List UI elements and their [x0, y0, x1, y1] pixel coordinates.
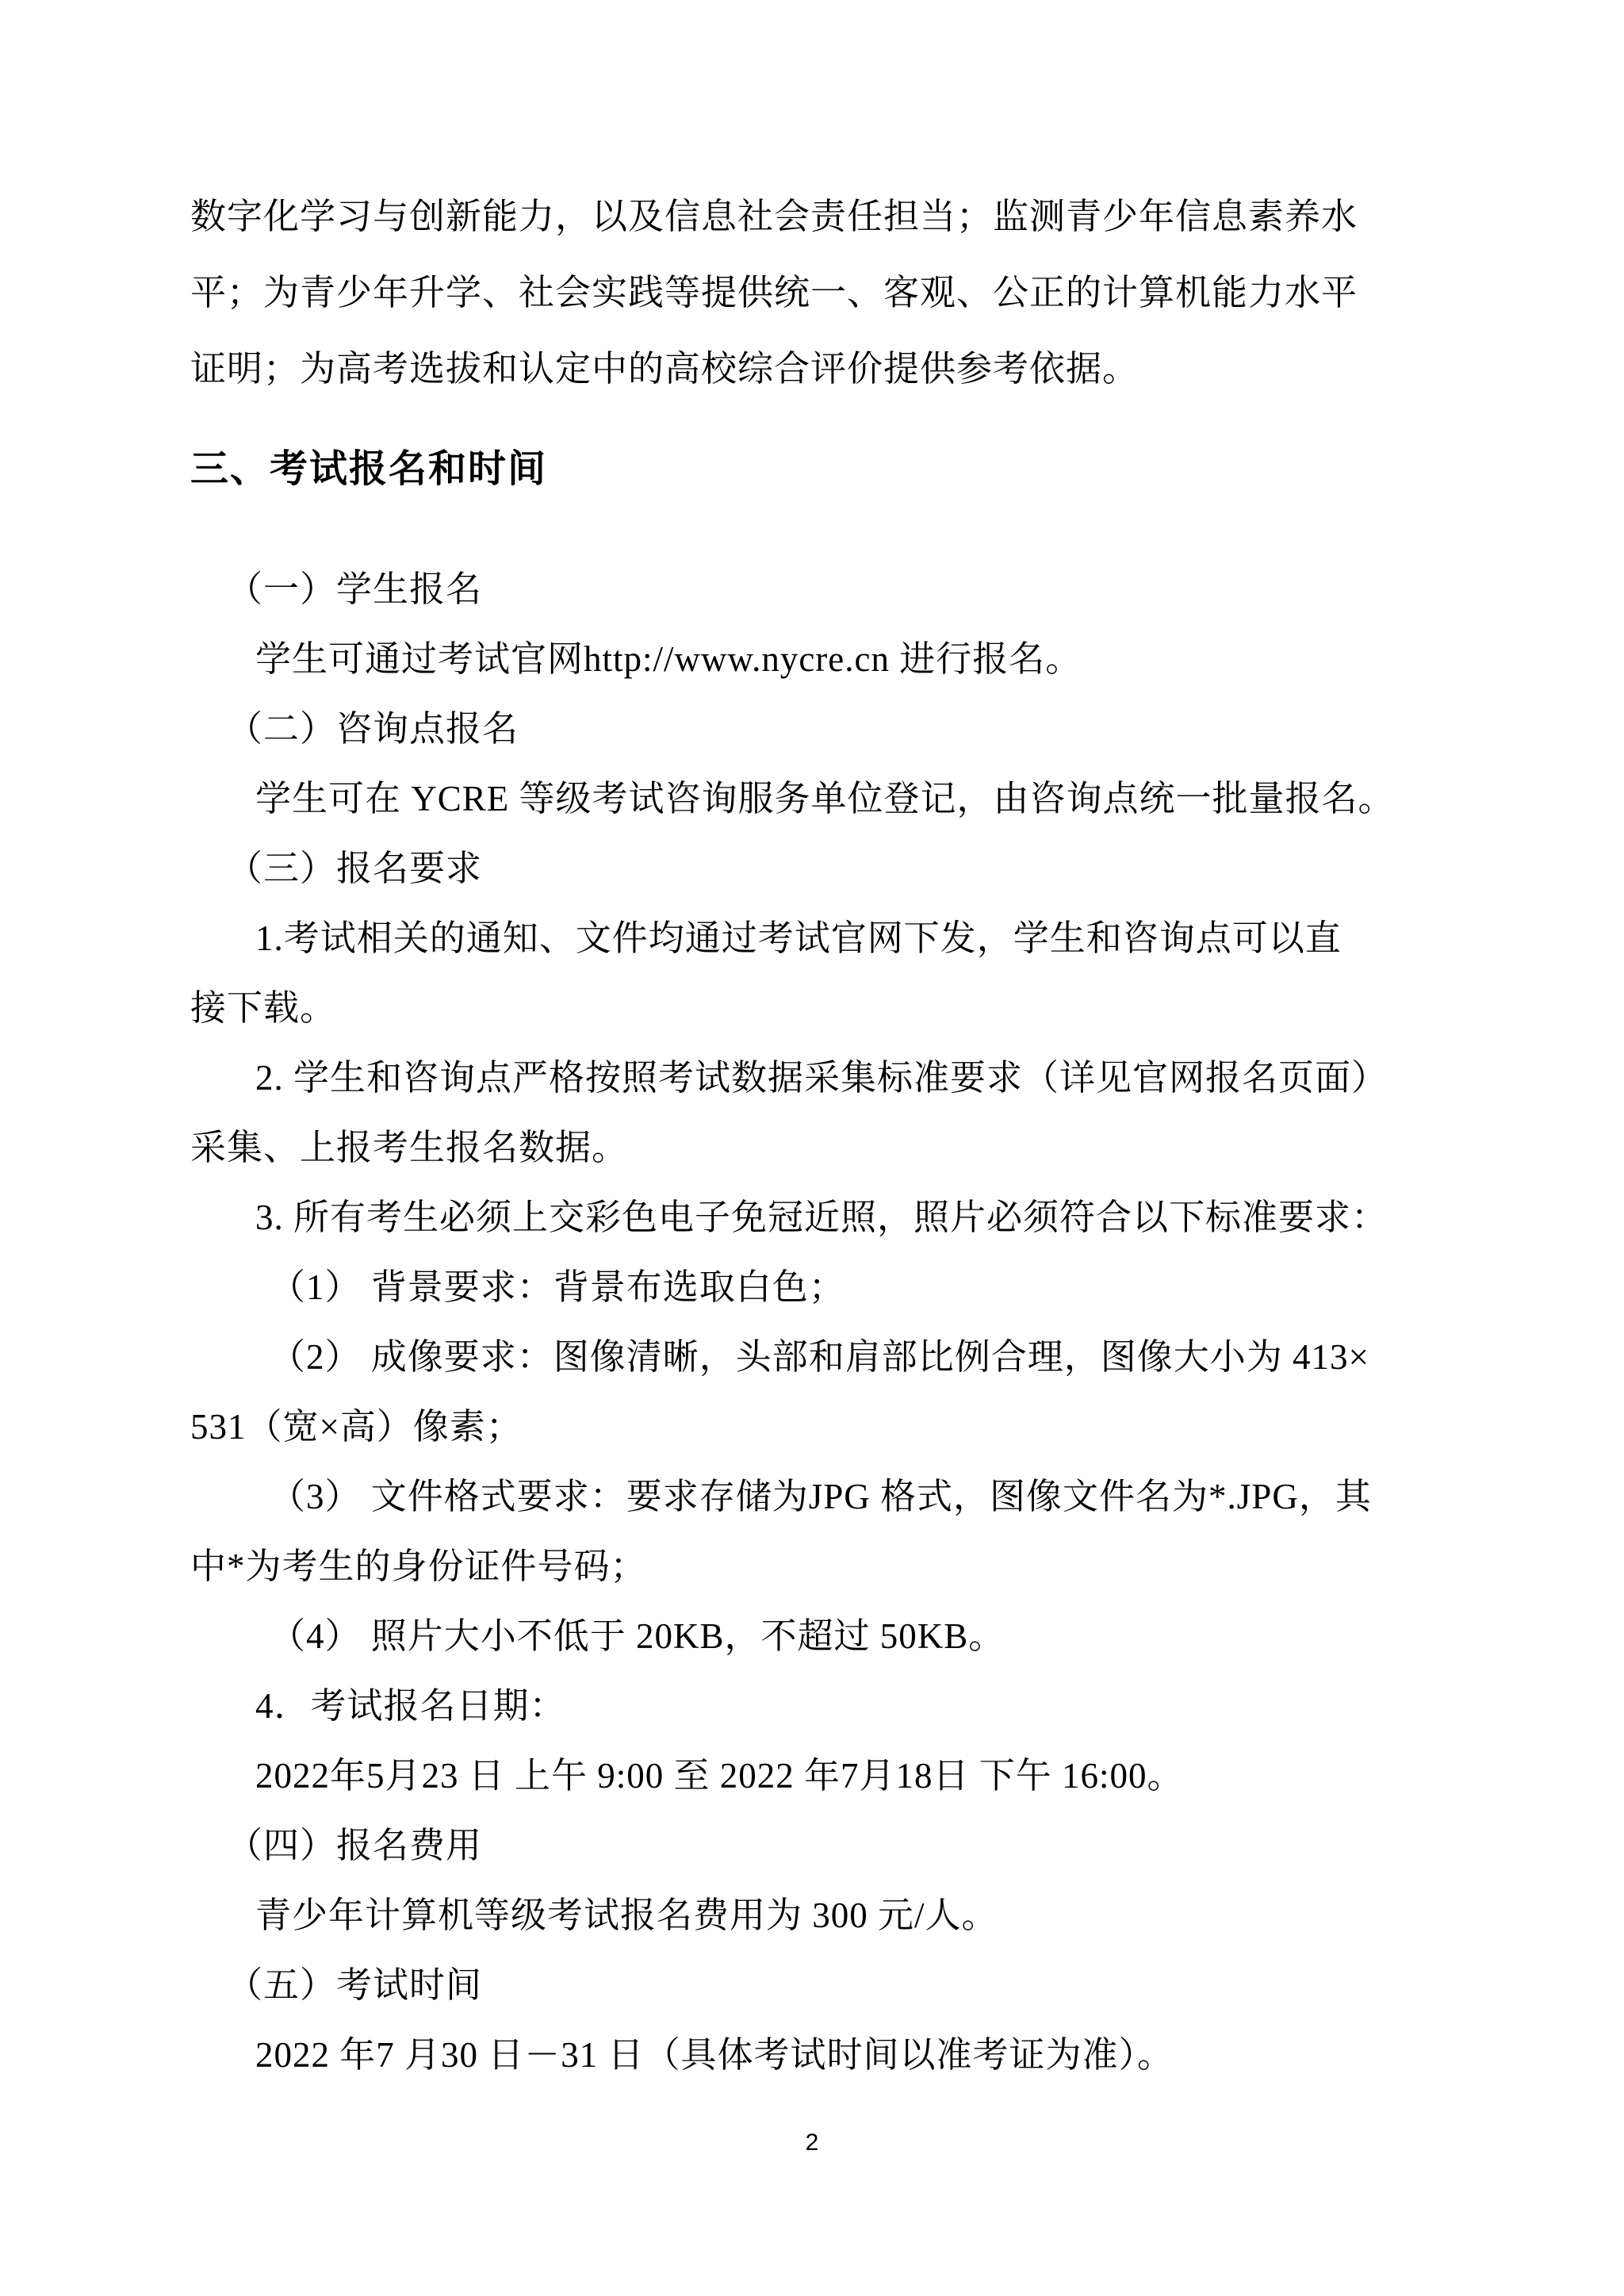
- text-line: 1.考试相关的通知、文件均通过考试官网下发，学生和咨询点可以直: [255, 918, 1342, 958]
- document-content: [190, 178, 1432, 2090]
- text-line: （3） 文件格式要求：要求存储为JPG 格式，图像文件名为*.JPG，其: [270, 1477, 1372, 1516]
- text-line: （1） 背景要求：背景布选取白色；: [270, 1267, 845, 1307]
- text-line: （2） 成像要求：图像清晰，头部和肩部比例合理，图像大小为 413×: [270, 1337, 1369, 1377]
- text-line: 采集、上报考生报名数据。: [190, 1128, 629, 1167]
- text-line: 数字化学习与创新能力，以及信息社会责任担当；监测青少年信息素养水: [190, 197, 1358, 236]
- text-line: 531（宽×高）像素；: [190, 1407, 523, 1447]
- body-paragraphs: [190, 554, 1432, 2090]
- text-line: 中*为考生的身份证件号码；: [190, 1547, 647, 1586]
- text-line: 证明；为高考选拔和认定中的高校综合评价提供参考依据。: [190, 349, 1139, 389]
- text-line: 3. 所有考生必须上交彩色电子免冠近照，照片必须符合以下标准要求：: [255, 1198, 1388, 1237]
- text-line: 接下载。: [190, 988, 337, 1028]
- section-heading: 三、考试报名和时间: [190, 447, 548, 491]
- text-line: 2. 学生和咨询点严格按照考试数据采集标准要求（详见官网报名页面）: [255, 1058, 1388, 1098]
- text-line: 学生可通过考试官网http://www.nycre.cn 进行报名。: [255, 639, 1082, 679]
- text-line: 4．考试报名日期：: [255, 1686, 566, 1726]
- text-line: （三）报名要求: [227, 849, 483, 888]
- text-line: （五）考试时间: [227, 1965, 483, 2005]
- text-line: 平；为青少年升学、社会实践等提供统一、客观、公正的计算机能力水平: [190, 273, 1358, 312]
- intro-paragraph: [190, 178, 1432, 407]
- text-line: 学生可在 YCRE 等级考试咨询服务单位登记，由咨询点统一批量报名。: [255, 779, 1395, 818]
- page-number: 2: [805, 2129, 819, 2156]
- text-line: （二）咨询点报名: [227, 709, 519, 749]
- text-line: （四）报名费用: [227, 1826, 483, 1865]
- text-line: 2022 年7 月30 日－31 日（具体考试时间以准考证为准）。: [255, 2035, 1174, 2075]
- text-line: 2022年5月23 日 上午 9:00 至 2022 年7月18日 下午 16:00。: [255, 1756, 1184, 1796]
- text-line: （4） 照片大小不低于 20KB，不超过 50KB。: [270, 1616, 1005, 1656]
- text-line: 青少年计算机等级考试报名费用为 300 元/人。: [255, 1895, 998, 1935]
- text-line: （一）学生报名: [227, 569, 483, 609]
